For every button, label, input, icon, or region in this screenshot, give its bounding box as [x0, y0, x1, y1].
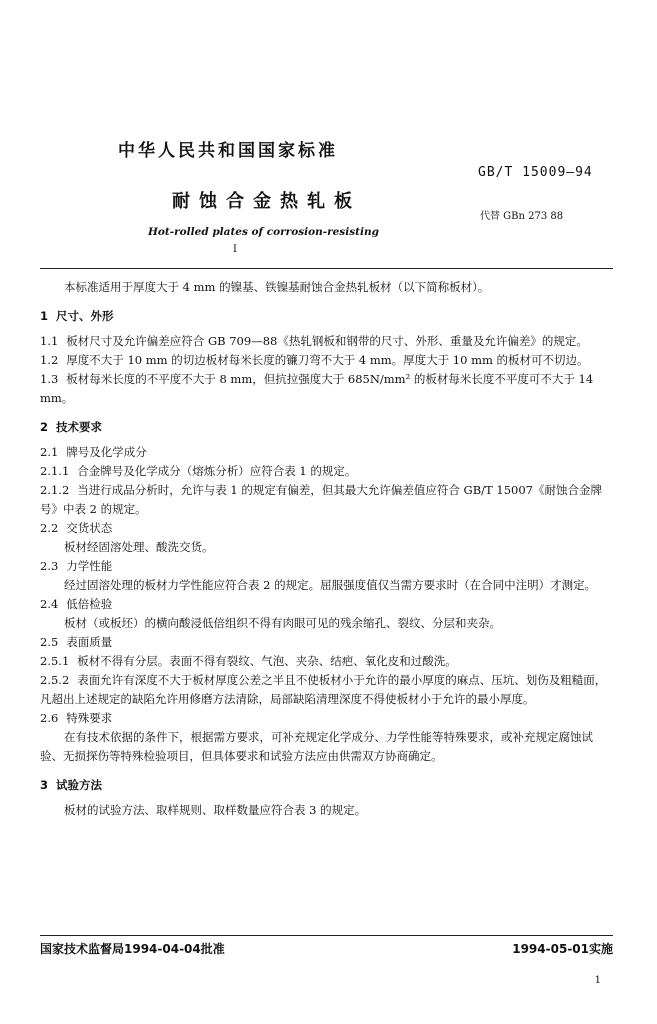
clause-1-1: 1.1 板材尺寸及允许偏差应符合 GB 709—88《热轧钢板和钢带的尺寸、外形、重量及允许偏差》的规定。 [40, 334, 588, 348]
section-3-heading: 3 试验方法 [40, 778, 103, 792]
clause-2-1-1: 2.1.1 合金牌号及化学成分（熔炼分析）应符合表 1 的规定。 [40, 464, 357, 478]
clause-3-text: 板材的试验方法、取样规则、取样数量应符合表 3 的规定。 [64, 803, 367, 817]
clause-2-5-heading: 2.5 表面质量 [40, 635, 113, 649]
standard-number: GB/T 15009—94 [478, 165, 593, 180]
footer-divider [40, 935, 613, 936]
section-1-heading: 1 尺寸、外形 [40, 309, 114, 323]
implementation-date: 1994-05-01实施 [512, 942, 613, 956]
clause-2-2-text: 板材经固溶处理、酸洗交货。 [64, 540, 214, 554]
clause-1-2: 1.2 厚度不大于 10 mm 的切边板材每米长度的镰刀弯不大于 4 mm。厚度大于 10 mm 的板材可不切边。 [40, 353, 589, 367]
scope-paragraph: 本标准适用于厚度大于 4 mm 的镍基、铁镍基耐蚀合金热轧板材（以下简称板材）。 [64, 280, 490, 294]
clause-2-6-heading: 2.6 特殊要求 [40, 711, 113, 725]
clause-2-4-heading: 2.4 低倍检验 [40, 597, 113, 611]
clause-1-3: 1.3 板材每米长度的不平度不大于 8 mm，但抗拉强度大于 685N/mm² 的板材每米长度不平度可不大于 14 mm。 [40, 372, 594, 405]
page-number: 1 [594, 975, 601, 986]
approval-date: 国家技术监督局1994-04-04批准 [40, 942, 225, 956]
clause-2-1-2: 2.1.2 当进行成品分析时，允许与表 1 的规定有偏差，但其最大允许偏差值应符合 GB/T 15007《耐蚀合金牌号》中表 2 的规定。 [40, 483, 602, 516]
clause-2-2-heading: 2.2 交货状态 [40, 521, 113, 535]
small-mark: I [233, 244, 237, 255]
section-2-heading: 2 技术要求 [40, 420, 103, 434]
standard-org-title: 中华人民共和国国家标准 [118, 141, 338, 161]
replaces-note: 代替 GBn 273 88 [480, 211, 564, 222]
clause-2-3-text: 经过固溶处理的板材力学性能应符合表 2 的规定。屈服强度值仅当需方要求时（在合同中注明）才测定。 [64, 578, 597, 592]
clause-2-3-heading: 2.3 力学性能 [40, 559, 113, 573]
english-title: Hot-rolled plates of corrosion-resisting [148, 226, 379, 238]
clause-2-5-2: 2.5.2 表面允许有深度不大于板材厚度公差之半且不使板材小于允许的最小厚度的麻点、压坑、划伤及粗糙面，凡超出上述规定的缺陷允许用修磨方法清除，局部缺陷清理深度不得使板材小于允许的最小厚度。 [40, 673, 607, 706]
header-divider [40, 268, 613, 269]
clause-2-5-1: 2.5.1 板材不得有分层。表面不得有裂纹、气泡、夹杂、结疤、氧化皮和过酸洗。 [40, 654, 457, 668]
document-body [40, 278, 612, 820]
clause-2-4-text: 板材（或板坯）的横向酸浸低倍组织不得有肉眼可见的残余缩孔、裂纹、分层和夹杂。 [64, 616, 501, 630]
clause-2-6-text: 在有技术依据的条件下，根据需方要求，可补充规定化学成分、力学性能等特殊要求，或补充规定腐蚀试验、无损探伤等特殊检验项目，但具体要求和试验方法应由供需双方协商确定。 [40, 730, 593, 763]
clause-2-1-heading: 2.1 牌号及化学成分 [40, 445, 147, 459]
document-title: 耐蚀合金热轧板 [172, 191, 361, 212]
